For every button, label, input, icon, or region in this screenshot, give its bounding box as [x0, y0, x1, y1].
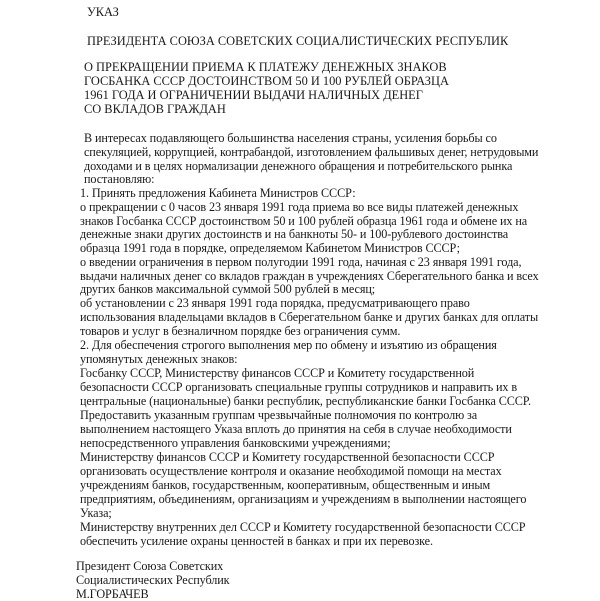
- body-line: постановляю:: [84, 172, 155, 186]
- body-line: В интересах подавляющего большинства населения страны, усиления борьбы со: [84, 131, 497, 145]
- body-line: товаров и услуг в безналичном порядке без ограничения сумм.: [80, 324, 401, 338]
- body-line: 2. Для обеспечения строгого выполнения мер по обмену и изъятию из обращения: [80, 338, 497, 352]
- body-line: обеспечить усиление охраны ценностей в банках и при их перевозке.: [80, 534, 433, 548]
- title-line: 1961 ГОДА И ОГРАНИЧЕНИИ ВЫДАЧИ НАЛИЧНЫХ ДЕНЕГ: [84, 88, 423, 102]
- body-line: 1. Принять предложения Кабинета Министров СССР:: [80, 186, 356, 200]
- body-line: других банков максимальной суммой 500 рублей в месяц;: [80, 282, 376, 296]
- body-line: о прекращении с 0 часов 23 января 1991 года приема во все виды платежей денежных: [80, 200, 519, 214]
- body-line: Министерству финансов СССР и Комитету государственной безопасности СССР: [80, 450, 495, 464]
- signature-name: М.ГОРБАЧЕВ: [76, 587, 149, 601]
- body-line: организовать осуществление контроля и оказание необходимой помощи на местах: [80, 464, 502, 478]
- body-line: упомянутых денежных знаков:: [80, 352, 238, 366]
- body-line: спекуляцией, коррупцией, контрабандой, изготовлением фальшивых денег, нетрудовыми: [84, 145, 539, 159]
- body-line: учреждениям банков, государственным, кооперативным, общественным и иным: [80, 478, 491, 492]
- body-line: денежные знаки других достоинств и на банкноты 50- и 100-рублевого достоинства: [80, 227, 509, 241]
- body-line: центральные (национальные) банки республик, республиканские банки Госбанка СССР.: [80, 394, 531, 408]
- title-line: ГОСБАНКА СССР ДОСТОИНСТВОМ 50 И 100 РУБЛЕЙ ОБРАЗЦА: [84, 74, 449, 88]
- title-line: О ПРЕКРАЩЕНИИ ПРИЕМА К ПЛАТЕЖУ ДЕНЕЖНЫХ ЗНАКОВ: [84, 60, 447, 74]
- signature-position: Социалистических Республик: [76, 573, 230, 587]
- body-line: знаков Госбанка СССР достоинством 50 и 100 рублей образца 1961 года и обмене их на: [80, 214, 528, 228]
- body-line: Госбанку СССР, Министерству финансов СССР и Комитету государственной: [80, 366, 475, 380]
- body-line: образца 1991 года в порядке, определяемом Кабинетом Министров СССР;: [80, 241, 460, 255]
- body-line: Указа;: [80, 506, 112, 520]
- body-line: выдачи наличных денег со вкладов граждан в учреждениях Сберегательного банка и всех: [80, 269, 539, 283]
- body-line: о введении ограничения в первом полугодии 1991 года, начиная с 23 января 1991 года,: [80, 255, 522, 269]
- body-line: предприятиям, объединениям, организациям и учреждениям в выполнении настоящего: [80, 492, 527, 506]
- body-line: безопасности СССР организовать специальные группы сотрудников и направить их в: [80, 380, 518, 394]
- body-line: доходами и в целях нормализации денежного обращения и потребительского рынка: [84, 159, 513, 173]
- signature-position: Президент Союза Советских: [76, 559, 224, 573]
- body-line: непосредственного управления банковскими учреждениями;: [80, 436, 391, 450]
- body-line: выполнением настоящего Указа вплоть до принятия на себя в случае необходимости: [80, 422, 512, 436]
- body-line: об установлении с 23 января 1991 года порядка, предусматривающего право: [80, 296, 470, 310]
- body-line: Предоставить указанным группам чрезвычайные полномочия по контролю за: [80, 408, 478, 422]
- title-line: СО ВКЛАДОВ ГРАЖДАН: [84, 102, 226, 116]
- decree-label: УКАЗ: [87, 5, 119, 19]
- decree-issuer: ПРЕЗИДЕНТА СОЮЗА СОВЕТСКИХ СОЦИАЛИСТИЧЕСКИХ РЕСПУБЛИК: [87, 34, 509, 48]
- body-line: использования владельцами вкладов в Сберегательном банке и других банках для оплаты: [80, 310, 539, 324]
- body-line: Министерству внутренних дел СССР и Комитету государственной безопасности СССР: [80, 520, 526, 534]
